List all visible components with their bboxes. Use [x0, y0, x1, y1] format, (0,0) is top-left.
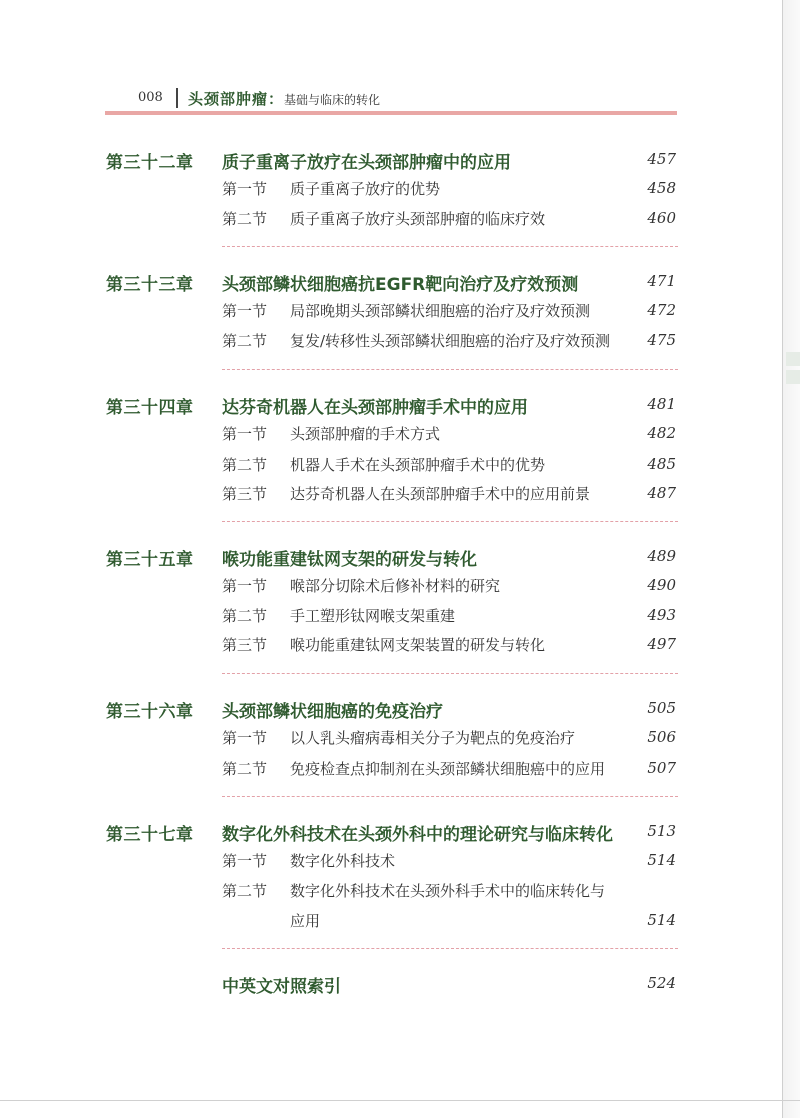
section-label: 第二节 — [222, 607, 268, 625]
chapter-title[interactable]: 数字化外科技术在头颈外科中的理论研究与临床转化 — [222, 825, 613, 845]
page-edge-mark — [786, 370, 800, 384]
section-label: 第一节 — [222, 425, 268, 443]
chapter-page: 471 — [647, 272, 676, 290]
section-label: 第二节 — [222, 210, 268, 228]
book-title-colon: ： — [268, 90, 285, 108]
section-title-continuation[interactable]: 应用 — [290, 912, 321, 930]
section-page: 482 — [647, 424, 676, 442]
section-title[interactable]: 局部晚期头颈部鳞状细胞癌的治疗及疗效预测 — [290, 302, 591, 320]
chapter-title[interactable]: 质子重离子放疗在头颈部肿瘤中的应用 — [222, 153, 511, 173]
chapter-title[interactable]: 头颈部鳞状细胞癌的免疫治疗 — [222, 702, 443, 722]
section-label: 第一节 — [222, 729, 268, 747]
chapter-page: 505 — [647, 699, 676, 717]
chapter-label: 第三十七章 — [106, 825, 194, 845]
chapter-page: 457 — [647, 150, 676, 168]
header-rule — [105, 111, 677, 115]
section-label: 第二节 — [222, 456, 268, 474]
section-label: 第二节 — [222, 332, 268, 350]
section-title[interactable]: 质子重离子放疗的优势 — [290, 180, 441, 198]
section-title[interactable]: 数字化外科技术在头颈外科手术中的临床转化与 — [290, 882, 606, 900]
chapter-divider — [222, 521, 678, 522]
header-separator — [176, 88, 178, 108]
page-edge — [782, 0, 800, 1118]
section-title[interactable]: 数字化外科技术 — [290, 852, 396, 870]
section-label: 第一节 — [222, 180, 268, 198]
section-title[interactable]: 达芬奇机器人在头颈部肿瘤手术中的应用前景 — [290, 485, 591, 503]
section-page: 487 — [647, 484, 676, 502]
chapter-label: 第三十五章 — [106, 550, 194, 570]
book-title — [188, 88, 380, 109]
section-title[interactable]: 喉功能重建钛网支架装置的研发与转化 — [290, 636, 546, 654]
section-page: 460 — [647, 209, 676, 227]
section-page: 514 — [647, 911, 676, 929]
chapter-label: 第三十二章 — [106, 153, 194, 173]
section-title[interactable]: 手工塑形钛网喉支架重建 — [290, 607, 456, 625]
section-label: 第二节 — [222, 760, 268, 778]
chapter-page: 513 — [647, 822, 676, 840]
chapter-label: 第三十三章 — [106, 275, 194, 295]
section-page: 490 — [647, 576, 676, 594]
section-page: 458 — [647, 179, 676, 197]
section-label: 第三节 — [222, 636, 268, 654]
index-page: 524 — [647, 974, 676, 992]
chapter-title[interactable]: 达芬奇机器人在头颈部肿瘤手术中的应用 — [222, 398, 528, 418]
index-title[interactable]: 中英文对照索引 — [222, 977, 341, 997]
section-label: 第一节 — [222, 852, 268, 870]
section-label: 第一节 — [222, 577, 268, 595]
section-label: 第二节 — [222, 882, 268, 900]
section-page: 472 — [647, 301, 676, 319]
section-title[interactable]: 质子重离子放疗头颈部肿瘤的临床疗效 — [290, 210, 546, 228]
book-title-main: 头颈部肿瘤 — [188, 90, 269, 108]
chapter-page: 489 — [647, 547, 676, 565]
section-page: 485 — [647, 455, 676, 473]
section-page: 514 — [647, 851, 676, 869]
chapter-label: 第三十六章 — [106, 702, 194, 722]
section-title[interactable]: 以人乳头瘤病毒相关分子为靶点的免疫治疗 — [290, 729, 576, 747]
chapter-divider — [222, 369, 678, 370]
section-title[interactable]: 免疫检查点抑制剂在头颈部鳞状细胞癌中的应用 — [290, 760, 606, 778]
section-page: 475 — [647, 331, 676, 349]
section-page: 506 — [647, 728, 676, 746]
chapter-label: 第三十四章 — [106, 398, 194, 418]
section-title[interactable]: 机器人手术在头颈部肿瘤手术中的优势 — [290, 456, 546, 474]
section-title[interactable]: 复发/转移性头颈部鳞状细胞癌的治疗及疗效预测 — [290, 332, 611, 350]
section-label: 第一节 — [222, 302, 268, 320]
section-title[interactable]: 喉部分切除术后修补材料的研究 — [290, 577, 501, 595]
chapter-page: 481 — [647, 395, 676, 413]
chapter-divider — [222, 246, 678, 247]
chapter-divider — [222, 948, 678, 949]
page-number: 008 — [138, 90, 163, 105]
page-edge-mark — [786, 352, 800, 366]
chapter-divider — [222, 673, 678, 674]
section-page: 507 — [647, 759, 676, 777]
section-title[interactable]: 头颈部肿瘤的手术方式 — [290, 425, 441, 443]
page-bottom-line — [0, 1100, 800, 1101]
book-subtitle: 基础与临床的转化 — [284, 93, 381, 107]
section-label: 第三节 — [222, 485, 268, 503]
chapter-divider — [222, 796, 678, 797]
section-page: 493 — [647, 606, 676, 624]
chapter-title[interactable]: 喉功能重建钛网支架的研发与转化 — [222, 550, 477, 570]
section-page: 497 — [647, 635, 676, 653]
chapter-title[interactable]: 头颈部鳞状细胞癌抗EGFR靶向治疗及疗效预测 — [222, 275, 579, 295]
